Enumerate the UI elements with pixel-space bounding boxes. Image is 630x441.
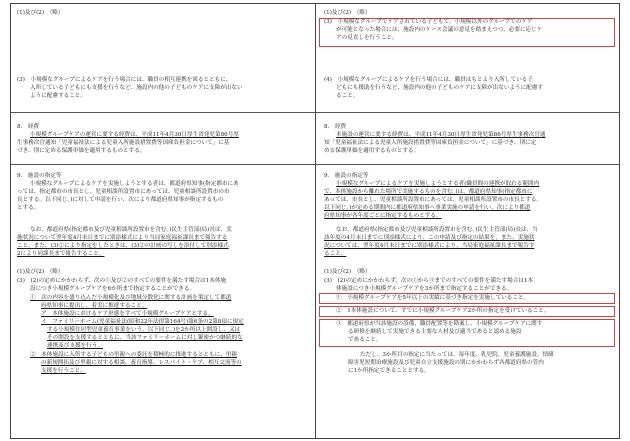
right-line: (3) 小規模なグループでケアされている子どもで、小規模以外のグループでのケア (324, 19, 533, 25)
right-line: アの見直しを行うこと。 (336, 35, 398, 41)
left-line: 入所している子どもにも支援を行うなど、施設内の他の子どものケアに支障が出ない (30, 85, 243, 91)
right-line: 知「児童福祉法による児童入所施設措置費等国庫負担金について」に基づき、別に定 (324, 140, 537, 146)
right-line: なお、都道府県(指定都市及び児童相談所設置市を含む。)民生主管部(局)長は、当 (336, 227, 538, 233)
right-line: (1)及び(2) （略） (324, 269, 371, 275)
right-heading: 8. 経費 (324, 124, 347, 130)
left-line: ように配慮すること。 (30, 93, 86, 99)
right-line: 小規模なグループによるケアを実施しようとする者(職員間の連携が取れる範囲内 (336, 181, 540, 187)
left-line: 小規模なグループによるケアを実施しようとする者は、都道府県知事(指定都市にあ (30, 181, 239, 187)
left-line: の新規開拓及び里親に対する相談、養育指導、レスパイト・ケア、相互交流等の (41, 360, 242, 366)
left-line: ② 本体施設に入所する子どもの里親への委託を積極的に推進するとともに、里親 (30, 352, 237, 358)
right-line: る研修を継続して実施できる主要な人材及び適当であると認める施設 (348, 329, 522, 335)
left-line: 府県知事に提出し、着実に推進すること。 (41, 303, 148, 309)
right-line: 障害児短期治療施設及び児童自立支援施設の別にかかわらず各都道府県の管内 (348, 360, 544, 366)
row-divider (316, 112, 620, 113)
left-line: する小規模住居型児童養育事業をいう。以下同じ。)を2か所以上開設し、又は (47, 327, 241, 333)
left-line: (1)及び(2) （略） (17, 10, 64, 16)
left-line: づき、別に定める保護単価を適用するものとする。 (17, 148, 146, 154)
right-line: ② 1本体施設について、すでに小規模グループケア2か所の指定を受けていること。 (336, 308, 550, 314)
left-line: とする。 (17, 205, 40, 211)
right-line: ただし、3か所目の指定に当たっては、毎年度、乳児院、児童養護施設、情緒 (360, 352, 554, 358)
right-line: あっては、市長とし、児童相談所設置市にあっては、児童相談所設置市の市長とする。 (324, 197, 543, 203)
right-heading: 9. 施設の指定等 (324, 173, 369, 179)
right-line: どもにも援助を行うなど、施設内の他の子どものケアに支障が出ないように配慮す (336, 85, 543, 91)
left-line: こと。また、(3)②により指定をしたときは、(3)②の計画の写しを添付して別添様式 (17, 243, 229, 249)
left-line: なお、都道府県(指定都市及び児童相談所設置市を含む。)民生主管部(局)長は、実 (30, 227, 232, 233)
left-line: ア 本体施設におけるケア形態をすべて小規模グループケアとする。 (41, 311, 214, 317)
left-line: 生事務次官通知「児童福祉法による児童入所施設措置費等国庫負担金について」に基 (17, 140, 230, 146)
right-line: 府県知事が各年度ごとに指定するものとする。 (324, 213, 442, 219)
right-line: 以下同じ。)が定める期間内に都道府県知事へ事業実施の申請を行い、次により都道 (324, 205, 531, 211)
right-line: ① 小規模グループケアを5年以上の実績に基づき指定を実施していること。 (336, 295, 530, 301)
left-line: (3) 小規模なグループによるケアを行う場合には、職員の相互連携を図るとともに、 (17, 77, 232, 83)
right-line: 体施設につき小規模グループケアを3か所まで指定することができる。 (336, 286, 513, 292)
right-line: (3) (2)の定めにかかわらず、次の①から③までのすべての要件を満たす場合は1本 (324, 278, 534, 284)
left-line: 設につき小規模グループケアを6か所まで指定することができる。 (30, 286, 196, 292)
right-line: 況については、翌年度4月末日までに別添様式により、当局家庭福祉課長まで報告す (324, 243, 535, 249)
left-line: (1)及び(2) （略） (17, 269, 64, 275)
left-heading: 8. 経費 (17, 124, 40, 130)
left-line: 2により同課長まで報告すること。 (17, 251, 105, 257)
right-line: 本施設の運営に要する経費は、平成11年4月30日厚生省発児第86号厚生事務次官通 (336, 132, 546, 138)
right-line: ること。 (324, 251, 347, 257)
left-line: 小規模グループケアの運営に要する経費は、平成11年4月30日厚生省発児第86号厚 (30, 132, 239, 138)
left-line: その開設を支援するとともに、当該ファミリーホームに対し緊密かつ継続的な (47, 335, 243, 341)
right-line: (4) 小規模なグループによるケアを行う場合には、職員はもとより入所している子 (324, 77, 533, 83)
right-line: で、本体施設から離れた場所で実施するものを含む。)は、都道府県知事(指定都市に (324, 189, 533, 195)
row-divider (11, 164, 315, 165)
right-line: ③ 都道府県が当該施設の設備、職員配置等を勘案し、小規模グループケアに関す (336, 321, 543, 327)
left-line: 支援を行うこと。 (41, 368, 86, 374)
column-divider (315, 4, 316, 438)
right-line: に1か所指定できることとする。 (348, 368, 430, 374)
left-heading: 9. 施設の指定等 (17, 173, 62, 179)
left-line: イ ファミリーホーム(児童福祉法(昭和22年法律第164号)第6条の2第8項に規定 (41, 319, 244, 325)
left-line: 連携及び支援を行う。 (47, 343, 103, 349)
comparison-table (10, 3, 620, 439)
right-line: める保護単価を適用するものとする。 (324, 148, 420, 154)
left-line: 施状況について翌年度4月末日までに別添様式により当局家庭福祉課長まで報告する (17, 235, 228, 241)
row-divider (11, 112, 315, 113)
left-line: (3) (2)の定めにかかわらず、次の①及び②のすべての要件を満たす場合は1本体施 (17, 278, 227, 284)
row-divider (316, 164, 620, 165)
right-line: が可能となった場合には、施設内のケース会議の意見を踏まえつつ、必要に応じケ (336, 27, 543, 33)
left-line: 長とする。以下同じ。)に対して申請を行い、次により都道府県知事が指定するもの (17, 197, 224, 203)
right-line: であること。 (348, 337, 382, 343)
right-line: 該年度の4月末日までに別添様式により、この申請及び指定の結果を、また、実施状 (324, 235, 535, 241)
right-line: (1)及び(2) （略） (324, 10, 371, 16)
right-line: ること。 (336, 93, 359, 99)
left-line: ① 次の内容を盛り込んだ小規模化及び地域分散化に関する計画を策定して都道 (30, 295, 232, 301)
left-line: っては、指定都市の市長とし、児童相談所設置市にあっては、児童相談所設置市の市 (17, 189, 230, 195)
